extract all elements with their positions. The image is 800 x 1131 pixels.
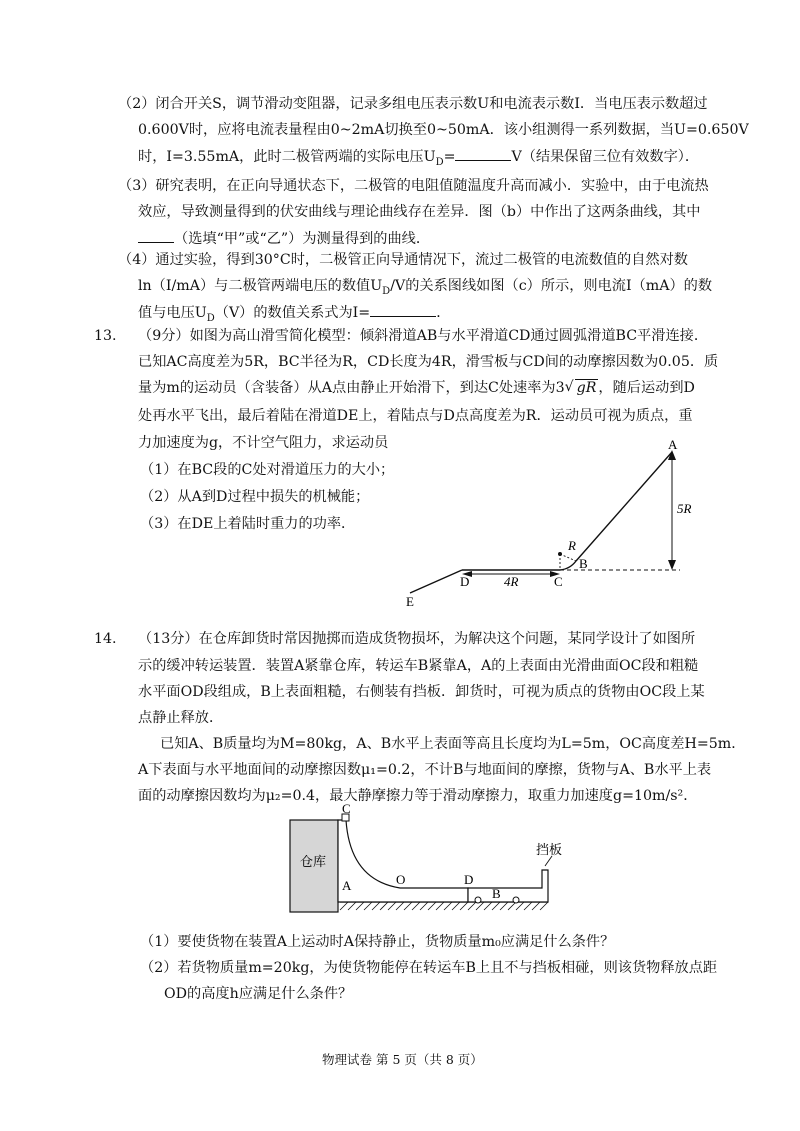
q14-number: 14.: [94, 631, 117, 647]
label-4r: 4R: [504, 574, 519, 589]
q12-part3-line2: 效应，导致测量得到的伏安曲线与理论曲线存在差异．图（b）中作出了这两条曲线，其中: [138, 204, 701, 220]
q13-sub2: （2）从A到D过程中损失的机械能；: [140, 489, 370, 505]
label-a: A: [668, 437, 678, 452]
q12-part2-line3: 时，I=3.55mA，此时二极管两端的实际电压$U_D= V$（结果保留三位有效数字）．: [138, 146, 699, 173]
label-e: E: [406, 594, 414, 609]
warehouse-label: 仓库: [300, 855, 327, 870]
arc-bc: [560, 561, 576, 570]
label-b: B: [492, 886, 501, 901]
q14-line6: A下表面与水平地面间的动摩擦因数μ₁=0.2，不计B与地面间的摩擦，货物与A、B水平上表: [138, 762, 712, 778]
height-arrowhead-bottom: [668, 560, 676, 570]
q13-line1: （9分）如图为高山滑雪简化模型：倾斜滑道AB与水平滑道CD通过圆弧滑道BC平滑连接．: [138, 328, 709, 344]
q13-sub1: （1）在BC段的C处对滑道压力的大小；: [140, 462, 395, 478]
q13-number: 13.: [94, 328, 117, 344]
label-baffle: 挡板: [536, 843, 563, 858]
q13-line2: 已知AC高度差为5R，BC半径为R，CD长度为4R，滑雪板与CD间的动摩擦因数为0.05．质: [138, 354, 719, 370]
sqrt-symbol: √ gR: [564, 379, 597, 396]
q12-part4-line2: ln（I/mA）与二极管两端电压的数值$U_D/V$的关系图线如图（c）所示，则电流I（mA）的数: [138, 278, 713, 297]
q12-part4-line3: 值与电压$U_D(V)$的数值关系式为I= ．: [138, 302, 450, 329]
label-5r: 5R: [677, 501, 692, 516]
q13-line3: 量为m的运动员（含装备）从A点由静止开始滑下，到达C处速率为3 √ gR ，随后运动到D: [138, 379, 695, 396]
arc-center: [558, 552, 562, 556]
answer-blank-ud[interactable]: [455, 146, 511, 161]
track-de: [410, 570, 462, 593]
q14-line3: 水平面OD段组成，B上表面粗糙，右侧装有挡板．卸货时，可视为质点的货物由OC段上某: [138, 684, 705, 700]
slope-ab: [576, 452, 672, 561]
label-d: D: [464, 872, 474, 887]
q13-line4: 处再水平飞出，最后着陆在滑道DE上，着陆点与D点高度差为R．运动员可视为质点，重: [138, 408, 693, 424]
q12-part3-line1: （3）研究表明，在正向导通状态下，二极管的电阻值随温度升高而减小．实验中，由于电流热: [118, 178, 709, 194]
label-r: R: [568, 538, 576, 553]
device-a: [338, 820, 468, 902]
q12-part2-line2: 0.600V时，应将电流表量程由0~2mA切换至0~50mA．该小组测得一系列数据，当U=0.650V: [138, 122, 749, 138]
label-o: O: [396, 872, 406, 887]
q13-sub3: （3）在DE上着陆时重力的功率．: [140, 516, 356, 532]
cart-wheel-left: [475, 897, 481, 903]
label-b: B: [579, 556, 588, 571]
q12-part2-line1: （2）闭合开关S，调节滑动变阻器，记录多组电压表示数U和电流表示数I．当电压表示数超过: [118, 96, 708, 112]
q14-line2: 示的缓冲转运装置．装置A紧靠仓库，转运车B紧靠A，A的上表面由光滑曲面OC段和粗糙: [138, 658, 699, 674]
label-c: C: [554, 574, 563, 589]
q14-line4: 点静止释放．: [138, 710, 224, 726]
q12-part3-line3: （选填“甲”或“乙”）为测量得到的曲线．: [138, 228, 430, 249]
ski-slope-diagram: [400, 438, 710, 610]
q13-line5: 力加速度为g，不计空气阻力，求运动员: [138, 435, 389, 451]
q14-sub2-line2: OD的高度h应满足什么条件？: [164, 986, 353, 1002]
q14-line1: （13分）在仓库卸货时常因抛掷而造成货物损坏，为解决这个问题，某同学设计了如图所: [138, 631, 696, 647]
q14-line5: 已知A、B质量均为M=80kg，A、B水平上表面等高且长度均为L=5m，OC高度差H=5m．: [160, 736, 746, 752]
radius-dashed-2: [560, 554, 576, 561]
answer-blank-relation[interactable]: [370, 302, 436, 317]
q14-line7: 面的动摩擦因数均为μ₂=0.4，最大静摩擦力等于滑动摩擦力，取重力加速度g=10m/s²．: [138, 788, 698, 804]
q14-sub2-line1: （2）若货物质量m=20kg，为使货物能停在转运车B上且不与挡板相碰，则该货物释放点距: [140, 960, 718, 976]
cart-wheel-right: [513, 897, 519, 903]
label-d: D: [460, 574, 470, 589]
label-a: A: [342, 878, 352, 893]
page-footer: 物理试卷 第 5 页（共 8 页）: [322, 1052, 483, 1067]
buffer-transfer-diagram: [280, 801, 580, 922]
label-c: C: [342, 801, 351, 816]
q14-sub1: （1）要使货物在装置A上运动时A保持静止，货物质量m₀应满足什么条件？: [140, 934, 615, 950]
q12-part4-line1: （4）通过实验，得到30°C时，二极管正向导通情况下，流过二极管的电流数值的自然对数: [118, 252, 688, 268]
answer-blank-curve[interactable]: [138, 228, 174, 243]
